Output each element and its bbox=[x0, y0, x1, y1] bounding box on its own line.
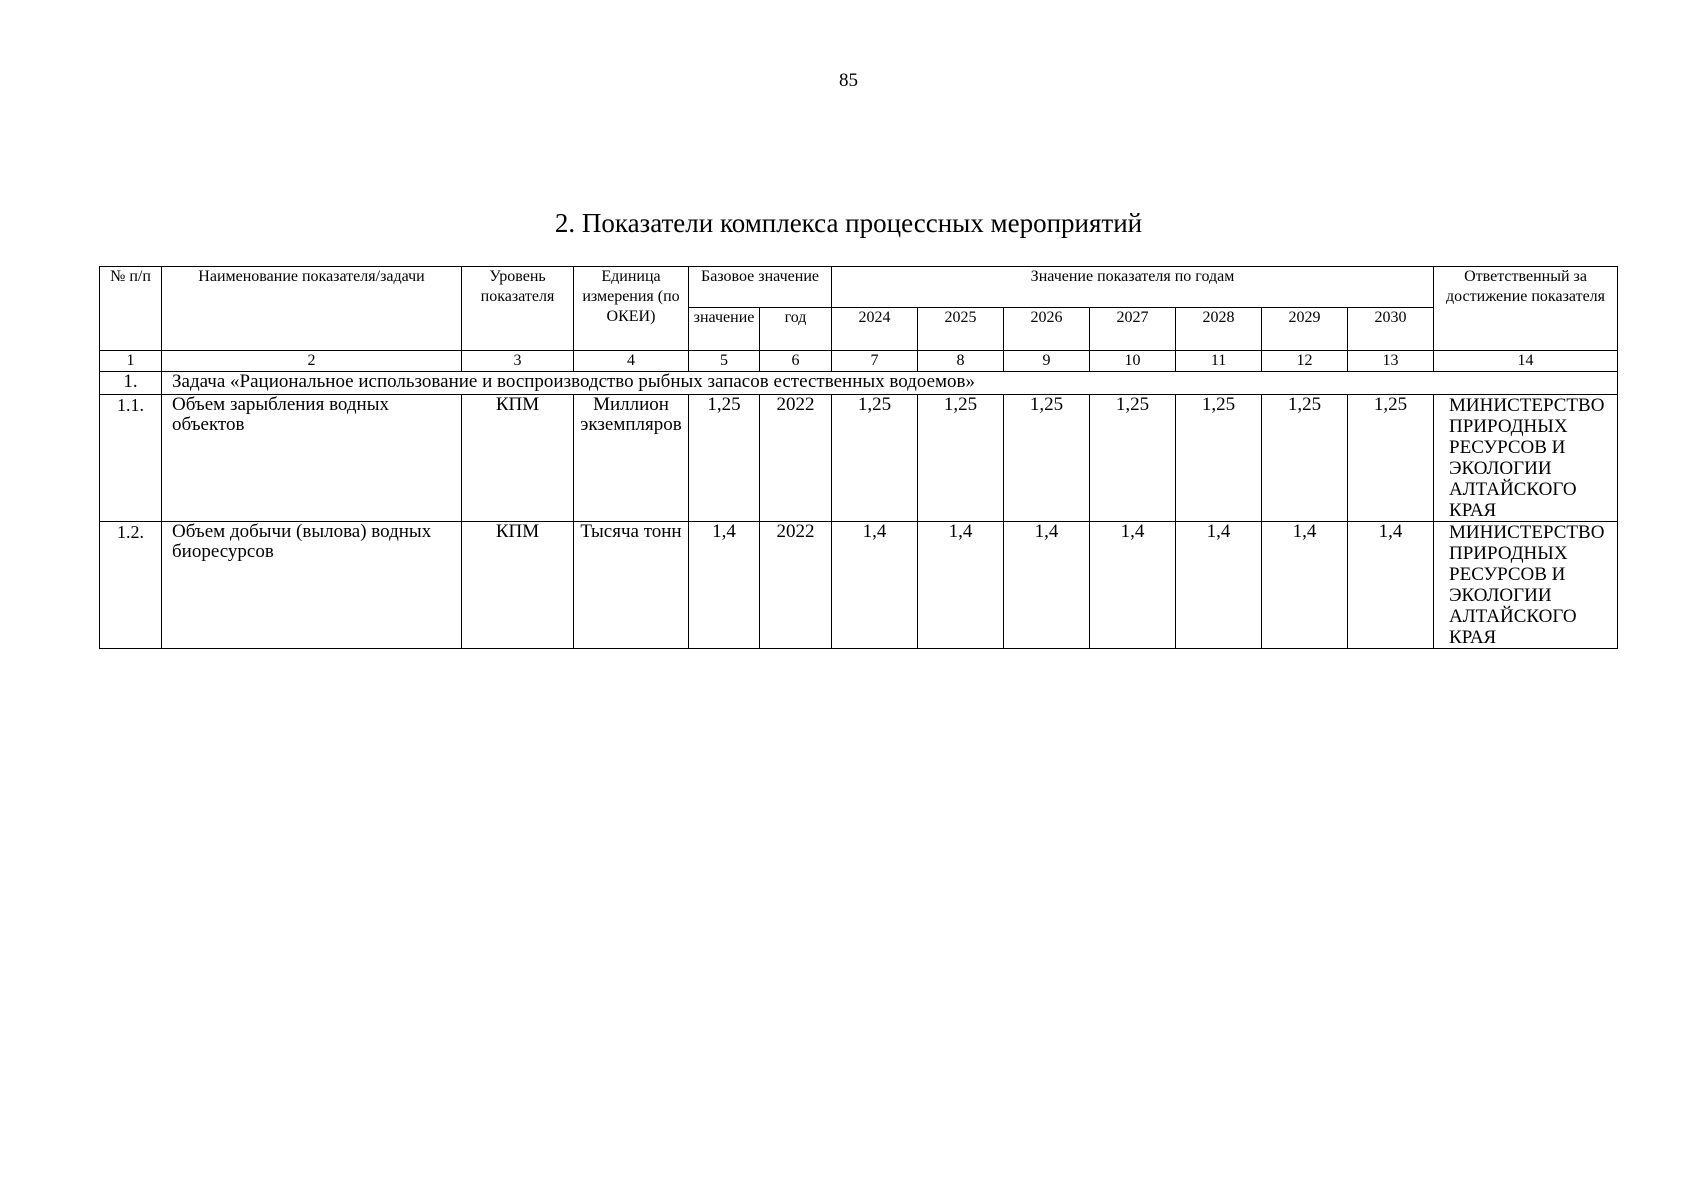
column-number: 6 bbox=[760, 351, 832, 372]
header-year: 2027 bbox=[1090, 308, 1176, 351]
row-year-value: 1,25 bbox=[1176, 395, 1262, 522]
header-level: Уровень показателя bbox=[462, 267, 574, 351]
row-year-value: 1,25 bbox=[1348, 395, 1434, 522]
row-year-value: 1,4 bbox=[1176, 522, 1262, 649]
header-base-value: значение bbox=[689, 308, 760, 351]
row-num: 1.2. bbox=[100, 522, 162, 649]
row-base-year: 2022 bbox=[760, 395, 832, 522]
header-year: 2030 bbox=[1348, 308, 1434, 351]
row-responsible: МИНИСТЕРСТВО ПРИРОДНЫХ РЕСУРСОВ И ЭКОЛОГИИ АЛТАЙСКОГО КРАЯ bbox=[1434, 395, 1618, 522]
page-number: 85 bbox=[839, 70, 858, 91]
row-responsible: МИНИСТЕРСТВО ПРИРОДНЫХ РЕСУРСОВ И ЭКОЛОГИИ АЛТАЙСКОГО КРАЯ bbox=[1434, 522, 1618, 649]
table-row bbox=[100, 395, 1618, 522]
column-number: 13 bbox=[1348, 351, 1434, 372]
column-number: 11 bbox=[1176, 351, 1262, 372]
column-number: 12 bbox=[1262, 351, 1348, 372]
row-base-value: 1,25 bbox=[689, 395, 760, 522]
row-num: 1.1. bbox=[100, 395, 162, 522]
header-num: № п/п bbox=[100, 267, 162, 351]
column-number: 7 bbox=[832, 351, 918, 372]
row-year-value: 1,4 bbox=[1262, 522, 1348, 649]
header-year: 2026 bbox=[1004, 308, 1090, 351]
row-level: КПМ bbox=[462, 395, 574, 522]
column-number: 1 bbox=[100, 351, 162, 372]
column-number: 3 bbox=[462, 351, 574, 372]
row-year-value: 1,4 bbox=[918, 522, 1004, 649]
header-base-year: год bbox=[760, 308, 832, 351]
header-responsible: Ответственный за достижение показателя bbox=[1434, 267, 1618, 351]
header-year: 2028 bbox=[1176, 308, 1262, 351]
header-year: 2024 bbox=[832, 308, 918, 351]
row-name: Объем зарыбления водных объектов bbox=[162, 395, 462, 522]
row-year-value: 1,25 bbox=[1004, 395, 1090, 522]
column-number: 10 bbox=[1090, 351, 1176, 372]
column-number: 14 bbox=[1434, 351, 1618, 372]
header-year: 2029 bbox=[1262, 308, 1348, 351]
task-num: 1. bbox=[100, 372, 162, 395]
row-unit: Миллион экземпляров bbox=[574, 395, 689, 522]
header-unit: Единица измерения (по ОКЕИ) bbox=[574, 267, 689, 351]
header-years-group: Значение показателя по годам bbox=[832, 267, 1434, 308]
row-year-value: 1,25 bbox=[918, 395, 1004, 522]
row-year-value: 1,25 bbox=[1262, 395, 1348, 522]
column-number: 5 bbox=[689, 351, 760, 372]
section-title: 2. Показатели комплекса процессных мероприятий bbox=[554, 208, 1143, 238]
column-number: 8 bbox=[918, 351, 1004, 372]
column-number: 4 bbox=[574, 351, 689, 372]
row-unit: Тысяча тонн bbox=[574, 522, 689, 649]
header-name: Наименование показателя/задачи bbox=[162, 267, 462, 351]
task-title: Задача «Рациональное использование и воспроизводство рыбных запасов естественных водоемов» bbox=[162, 372, 1618, 395]
row-year-value: 1,4 bbox=[1090, 522, 1176, 649]
column-number: 9 bbox=[1004, 351, 1090, 372]
row-year-value: 1,4 bbox=[832, 522, 918, 649]
header-base: Базовое значение bbox=[689, 267, 832, 308]
row-year-value: 1,25 bbox=[1090, 395, 1176, 522]
row-level: КПМ bbox=[462, 522, 574, 649]
indicators-table bbox=[99, 266, 1618, 649]
row-year-value: 1,25 bbox=[832, 395, 918, 522]
header-year: 2025 bbox=[918, 308, 1004, 351]
row-base-year: 2022 bbox=[760, 522, 832, 649]
column-number-row bbox=[100, 351, 1618, 372]
task-row bbox=[100, 372, 1618, 395]
row-name: Объем добычи (вылова) водных биоресурсов bbox=[162, 522, 462, 649]
row-year-value: 1,4 bbox=[1348, 522, 1434, 649]
table-row bbox=[100, 522, 1618, 649]
column-number: 2 bbox=[162, 351, 462, 372]
header-row bbox=[100, 267, 1618, 308]
row-year-value: 1,4 bbox=[1004, 522, 1090, 649]
row-base-value: 1,4 bbox=[689, 522, 760, 649]
